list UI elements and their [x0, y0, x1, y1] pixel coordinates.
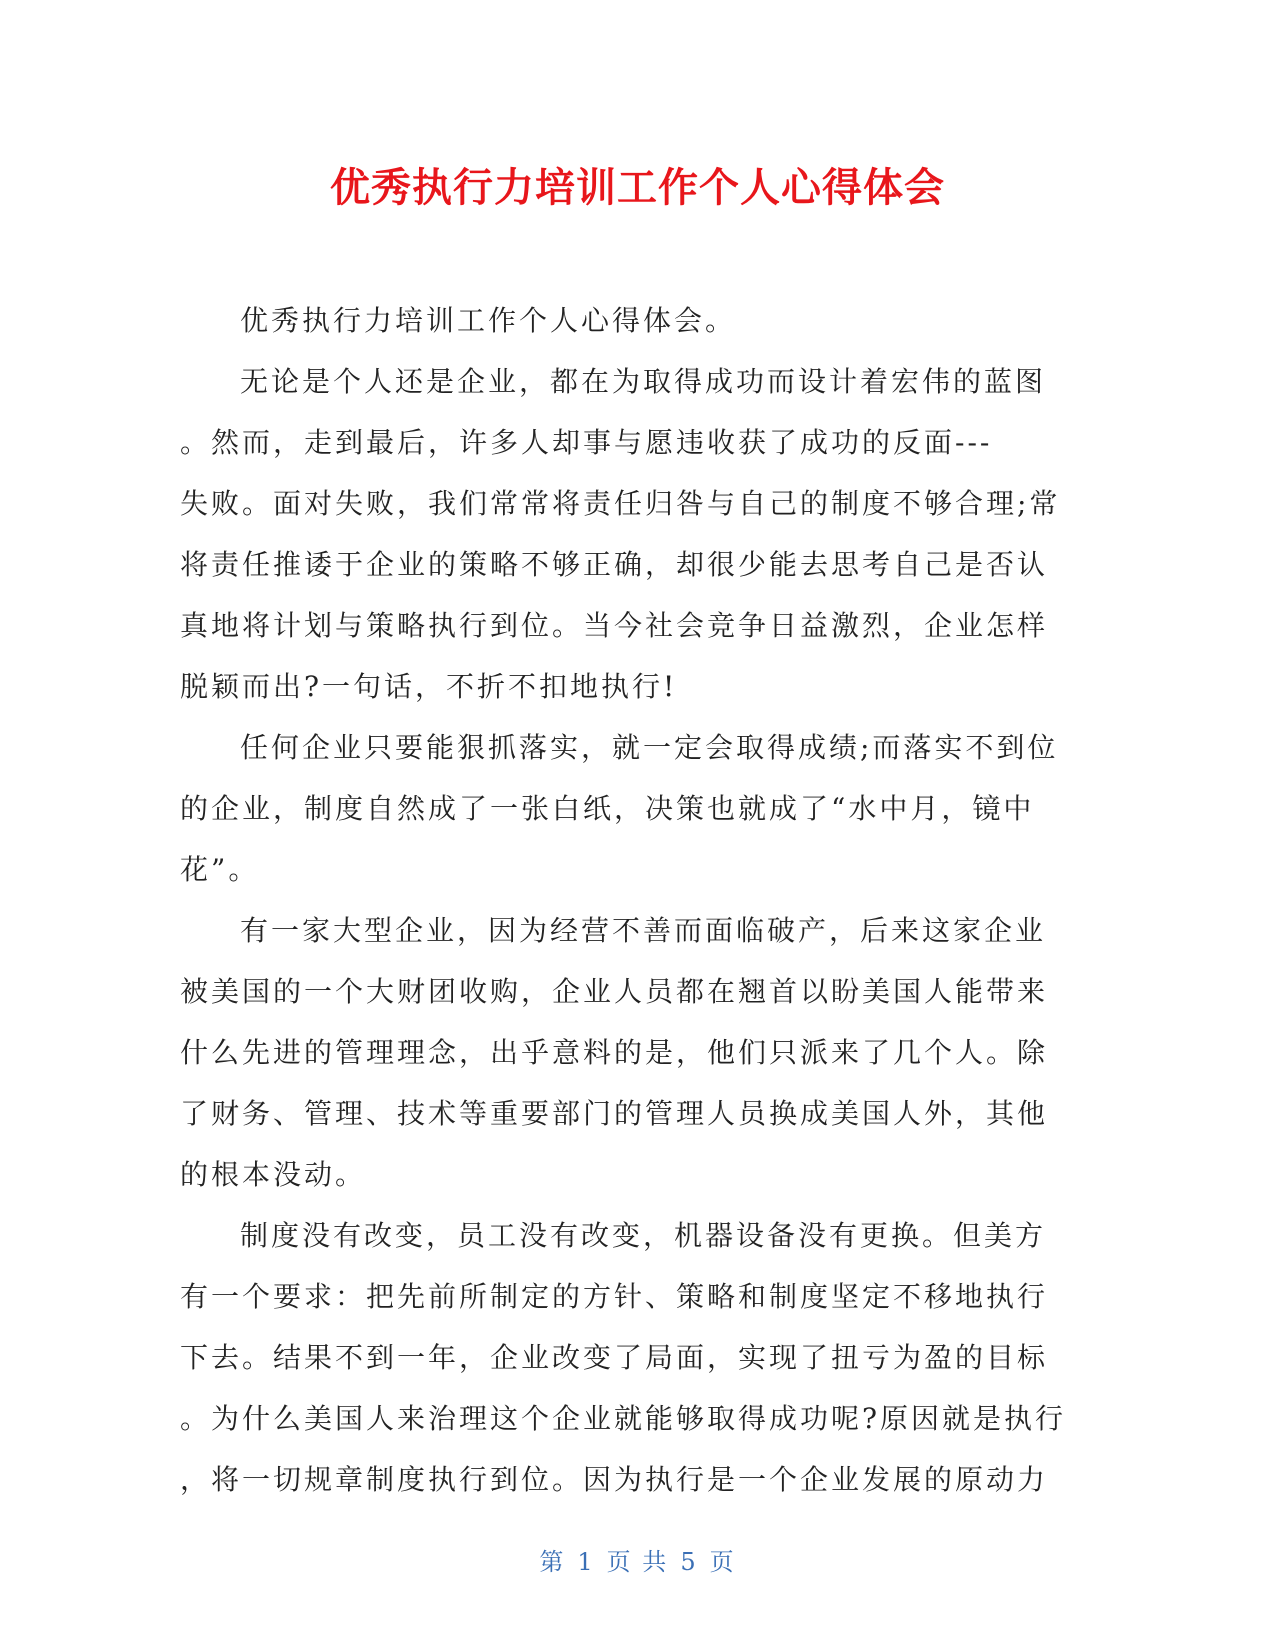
paragraph [180, 290, 1050, 351]
text-line: 制度没有改变，员工没有改变，机器设备没有更换。但美方 [240, 1219, 1047, 1252]
document-body [180, 290, 1067, 1510]
text-line: 有一个要求：把先前所制定的方针、策略和制度坚定不移地执行 [180, 1280, 1049, 1313]
text-line: 真地将计划与策略执行到位。当今社会竞争日益激烈，企业怎样 [180, 609, 1049, 642]
current-page-number: 1 [577, 1548, 595, 1576]
text-line: 的企业，制度自然成了一张白纸，决策也就成了“水中月，镜中 [180, 792, 1035, 825]
text-line: ，将一切规章制度执行到位。因为执行是一个企业发展的原动力 [180, 1463, 1049, 1496]
paragraph [180, 351, 1061, 717]
page-number-footer [0, 1542, 1275, 1577]
text-line: 无论是个人还是企业，都在为取得成功而设计着宏伟的蓝图 [240, 365, 1047, 398]
text-line: 优秀执行力培训工作个人心得体会。 [240, 304, 737, 337]
text-line: 失败。面对失败，我们常常将责任归咎与自己的制度不够合理;常 [180, 487, 1061, 520]
document-title: 优秀执行力培训工作个人心得体会 [330, 165, 945, 211]
text-line: 的根本没动。 [180, 1158, 367, 1191]
text-line: 有一家大型企业，因为经营不善而面临破产，后来这家企业 [240, 914, 1047, 947]
text-line: 任何企业只要能狠抓落实，就一定会取得成绩;而落实不到位 [240, 731, 1059, 764]
text-line: 将责任推诿于企业的策略不够正确，却很少能去思考自己是否认 [180, 548, 1049, 581]
text-line: 。然而，走到最后，许多人却事与愿违收获了成功的反面--- [180, 426, 993, 459]
paragraph [180, 900, 1050, 1205]
text-line: 什么先进的管理理念，出乎意料的是，他们只派来了几个人。除 [180, 1036, 1049, 1069]
text-line: 了财务、管理、技术等重要部门的管理人员换成美国人外，其他 [180, 1097, 1049, 1130]
text-line: 花”。 [180, 853, 260, 886]
total-page-count: 5 [680, 1548, 698, 1576]
page-label-mid: 页 共 [606, 1548, 669, 1576]
text-line: 。为什么美国人来治理这个企业就能够取得成功呢?原因就是执行 [180, 1402, 1067, 1435]
paragraph [180, 717, 1059, 900]
page-label-prefix: 第 [539, 1548, 566, 1576]
paragraph [180, 1205, 1067, 1510]
page-label-suffix: 页 [709, 1548, 736, 1576]
text-line: 被美国的一个大财团收购，企业人员都在翘首以盼美国人能带来 [180, 975, 1049, 1008]
text-line: 脱颖而出?一句话，不折不扣地执行! [180, 670, 678, 703]
text-line: 下去。结果不到一年，企业改变了局面，实现了扭亏为盈的目标 [180, 1341, 1049, 1374]
